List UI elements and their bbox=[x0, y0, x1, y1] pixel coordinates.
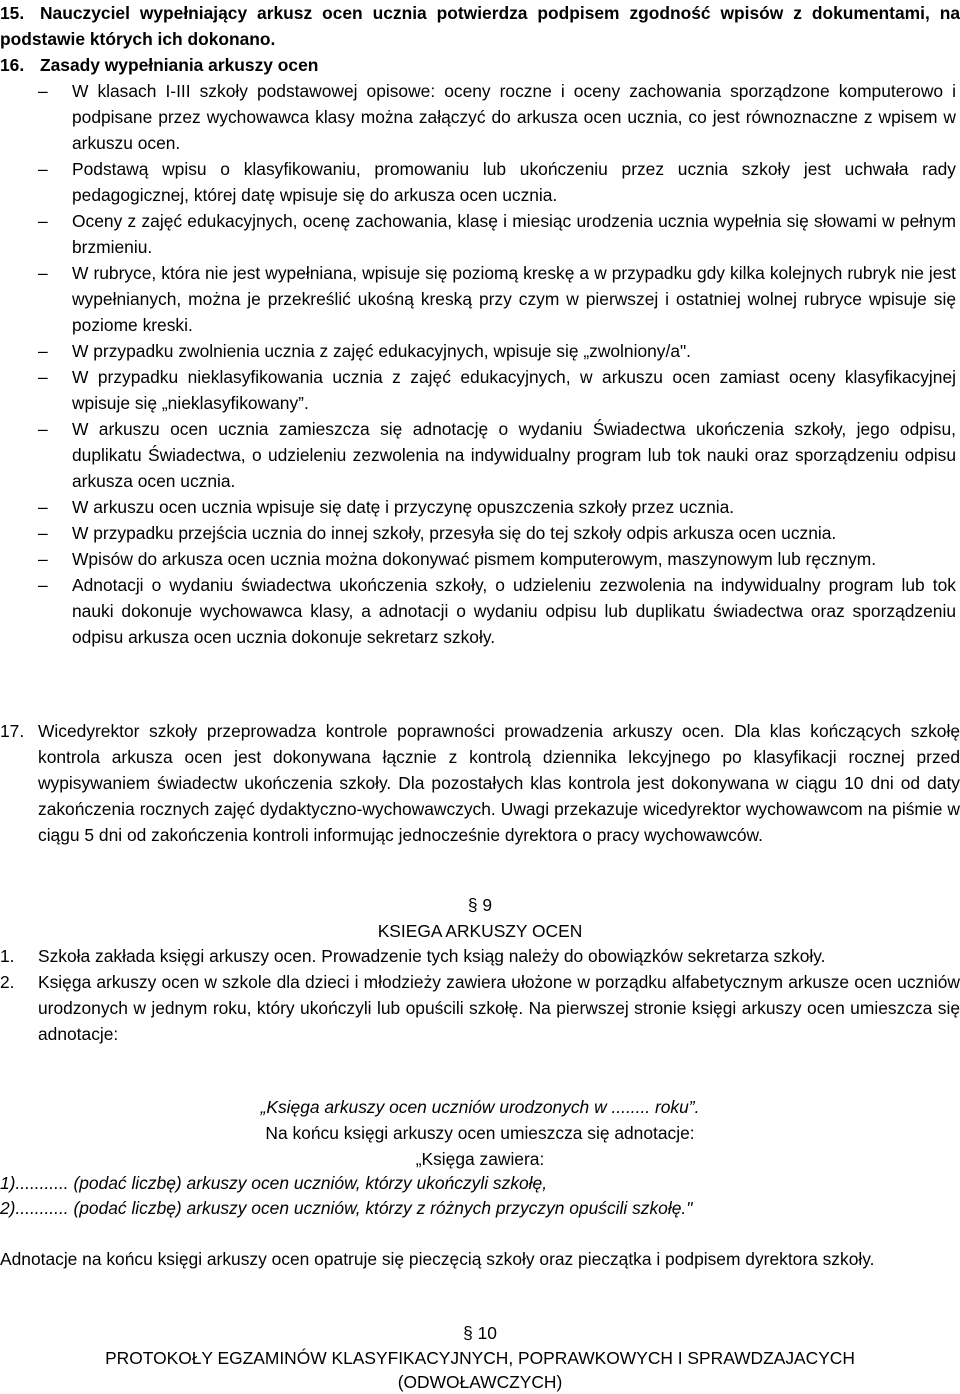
contains-list-item: 1)........... (podać liczbę) arkuszy ocen uczniów, którzy ukończyli szkołę, bbox=[0, 1173, 548, 1193]
section-10-mark: § 10 bbox=[463, 1323, 497, 1343]
bullet-item bbox=[0, 156, 960, 208]
bullet-text: W arkuszu ocen ucznia wpisuje się datę i przyczynę opuszczenia szkoły przez ucznia. bbox=[72, 497, 735, 517]
item-number: 17. bbox=[0, 721, 25, 741]
bullet-item bbox=[0, 416, 960, 494]
dash-mark: – bbox=[38, 419, 48, 439]
closing-note-text: Adnotacje na końcu księgi arkuszy ocen opatruje się pieczęcią szkoły oraz pieczątka i podpisem dyrektora szkoły. bbox=[0, 1249, 875, 1269]
item-15-paragraph bbox=[0, 0, 960, 52]
bullet-text: W rubryce, która nie jest wypełniana, wpisuje się poziomą kreskę a w przypadku gdy kilka kolejnych rubryk nie jest wypełnianych, można je przekreślić ukośną kreską przy czym w pierwszej i ostatniej wolnej rubryce wpisuje się poziome kreski. bbox=[72, 263, 956, 335]
bullet-text: Adnotacji o wydaniu świadectwa ukończenia szkoły, o udzieleniu zezwolenia na indywidualny program lub tok nauki dokonuje wychowawca klasy, a adnotacji o wydaniu odpisu lub duplikatu świadectwa oraz sporządzeniu odpisu arkusza ocen ucznia dokonuje sekretarz szkoły. bbox=[72, 575, 956, 647]
item-number: 1. bbox=[0, 946, 15, 966]
dash-mark: – bbox=[38, 159, 48, 179]
item-text: Księga arkuszy ocen w szkole dla dzieci i młodzieży zawiera ułożone w porządku alfabetycznym arkusze ocen uczniów urodzonych w jednym roku, który ukończyli lub opuścili szkołę. Na pierwszej stronie księgi arkuszy ocen umieszcza się adnotacje: bbox=[38, 972, 960, 1044]
section-9-heading: KSIEGA ARKUSZY OCEN bbox=[377, 921, 583, 941]
bullet-item bbox=[0, 338, 960, 364]
bullet-text: W przypadku przejścia ucznia do innej szkoły, przesyła się do tej szkoły odpis arkusza ocen ucznia. bbox=[72, 523, 837, 543]
bullet-text: Podstawą wpisu o klasyfikowaniu, promowaniu lub ukończeniu przez ucznia szkoły jest uchwała rady pedagogicznej, której datę wpisuje się do arkusza ocen ucznia. bbox=[72, 159, 956, 205]
bullet-item bbox=[0, 520, 960, 546]
closing-note bbox=[0, 1246, 960, 1272]
bullet-text: Wpisów do arkusza ocen ucznia można dokonywać pismem komputerowym, maszynowym lub ręcznym. bbox=[72, 549, 877, 569]
dash-mark: – bbox=[38, 367, 48, 387]
book-contains-label: „Księga zawiera: bbox=[415, 1149, 545, 1169]
dash-mark: – bbox=[38, 549, 48, 569]
section-10-heading-line2: (ODWOŁAWCZYCH) bbox=[397, 1372, 563, 1392]
item-text: Szkoła zakłada księgi arkuszy ocen. Prowadzenie tych ksiąg należy do obowiązków sekretarza szkoły. bbox=[38, 946, 826, 966]
bullet-item bbox=[0, 572, 960, 650]
section-10-heading-line1: PROTOKOŁY EGZAMINÓW KLASYFIKACYJNYCH, POPRAWKOWYCH I SPRAWDZAJACYCH bbox=[105, 1348, 855, 1368]
item-16-title-line bbox=[0, 52, 960, 78]
section-9-item-2 bbox=[0, 969, 960, 1047]
item-17-paragraph bbox=[0, 718, 960, 848]
bullet-text: Oceny z zajęć edukacyjnych, ocenę zachowania, klasę i miesiąc urodzenia ucznia wypełnia się słowami w pełnym brzmieniu. bbox=[72, 211, 956, 257]
section-9-mark: § 9 bbox=[467, 895, 493, 915]
item-number: 15. bbox=[0, 3, 25, 23]
dash-mark: – bbox=[38, 263, 48, 283]
dash-mark: – bbox=[38, 497, 48, 517]
item-17 bbox=[0, 718, 960, 848]
bullet-item bbox=[0, 260, 960, 338]
item-number: 2. bbox=[0, 972, 15, 992]
item-16-title: Zasady wypełniania arkuszy ocen bbox=[40, 55, 319, 75]
contains-list-item: 2)........... (podać liczbę) arkuszy ocen uczniów, którzy z różnych przyczyn opuścili szkołę." bbox=[0, 1198, 693, 1218]
bullet-item bbox=[0, 78, 960, 156]
bullet-item bbox=[0, 208, 960, 260]
bullet-text: W arkuszu ocen ucznia zamieszcza się adnotację o wydaniu Świadectwa ukończenia szkoły, jego odpisu, duplikatu Świadectwa, o udzieleniu zezwolenia na indywidualny program lub tok nauki oraz sporządzeniu odpisu arkusza ocen ucznia. bbox=[72, 419, 956, 491]
bullet-text: W przypadku nieklasyfikowania ucznia z zajęć edukacyjnych, w arkuszu ocen zamiast oceny klasyfikacyjnej wpisuje się „nieklasyfikowany”. bbox=[72, 367, 956, 413]
section-9-items bbox=[0, 943, 960, 1047]
first-page-annotation: „Księga arkuszy ocen uczniów urodzonych w ........ roku”. bbox=[260, 1097, 700, 1117]
item-15 bbox=[0, 0, 960, 52]
bullet-item bbox=[0, 364, 960, 416]
item-number: 16. bbox=[0, 55, 25, 75]
section-9-item-1 bbox=[0, 943, 960, 969]
dash-mark: – bbox=[38, 211, 48, 231]
item-15-text: Nauczyciel wypełniający arkusz ocen ucznia potwierdza podpisem zgodność wpisów z dokumentami, na podstawie których ich dokonano. bbox=[0, 3, 960, 49]
item-16 bbox=[0, 52, 960, 650]
dash-mark: – bbox=[38, 575, 48, 595]
dash-mark: – bbox=[38, 523, 48, 543]
item-17-text: Wicedyrektor szkoły przeprowadza kontrole poprawności prowadzenia arkuszy ocen. Dla klas kończących szkołę kontrola arkusza ocen jest dokonywana łącznie z kontrolą dziennika lekcyjnego po klasyfikacji rocznej przed wypisywaniem świadectw ukończenia szkoły. Dla pozostałych klas kontrola jest dokonywana w ciągu 10 dni od daty zakończenia rocznych zajęć dydaktyczno-wychowawczych. Uwagi przekazuje wicedyrektor wychowawcom na piśmie w ciągu 5 dni od zakończenia kontroli informując jednocześnie dyrektora o pracy wychowawców. bbox=[38, 721, 960, 845]
bullet-text: W przypadku zwolnienia ucznia z zajęć edukacyjnych, wpisuje się „zwolniony/a". bbox=[72, 341, 691, 361]
dash-mark: – bbox=[38, 341, 48, 361]
bullet-item bbox=[0, 546, 960, 572]
dash-mark: – bbox=[38, 81, 48, 101]
end-annotation-note: Na końcu księgi arkuszy ocen umieszcza się adnotacje: bbox=[265, 1123, 695, 1143]
bullet-text: W klasach I-III szkoły podstawowej opisowe: oceny roczne i oceny zachowania sporządzone komputerowo i podpisane przez wychowawca klasy można załączyć do arkusza ocen ucznia, co jest równoznaczne z wpisem w arkuszu ocen. bbox=[72, 81, 956, 153]
bullet-item bbox=[0, 494, 960, 520]
